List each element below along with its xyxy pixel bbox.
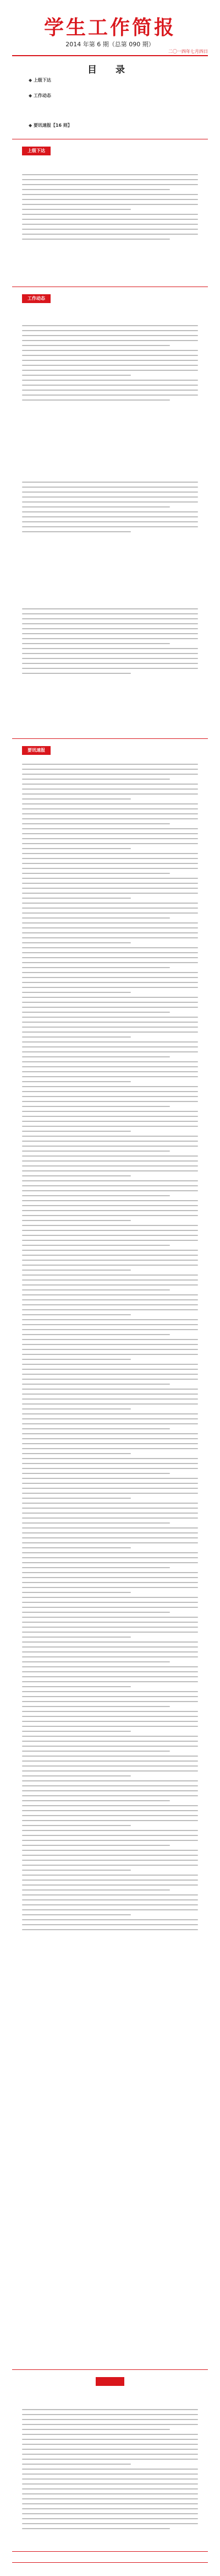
section-tag-news: 要讯速报 <box>22 746 51 755</box>
section-divider <box>12 2369 208 2370</box>
footer-divider <box>12 2562 208 2563</box>
toc-item[interactable]: ◆ 工作动态 <box>29 93 51 98</box>
section-tag-feature <box>96 2377 124 2386</box>
article-body <box>22 174 198 240</box>
issue-number: 2014 年第 6 期（总第 090 期） <box>65 41 155 48</box>
toc-item[interactable]: ◆ 上级下达 <box>29 78 51 83</box>
masthead-divider <box>12 55 208 56</box>
toc-heading: 目 录 <box>87 64 133 75</box>
section-divider <box>12 738 208 739</box>
newsletter-title: 学生工作简报 <box>43 17 176 39</box>
article-body <box>22 2409 198 2529</box>
section-tag-upper: 上级下达 <box>22 147 51 155</box>
footer-divider <box>12 2551 208 2552</box>
publish-date: 二〇一四年七月四日 <box>168 49 208 54</box>
article-body <box>22 482 198 532</box>
section-tag-work: 工作动态 <box>22 294 51 303</box>
toc-item[interactable]: ◆ 要讯速报【16 则】 <box>29 123 72 128</box>
news-list <box>22 764 198 1930</box>
article-body <box>22 608 198 674</box>
article-body <box>22 325 198 401</box>
